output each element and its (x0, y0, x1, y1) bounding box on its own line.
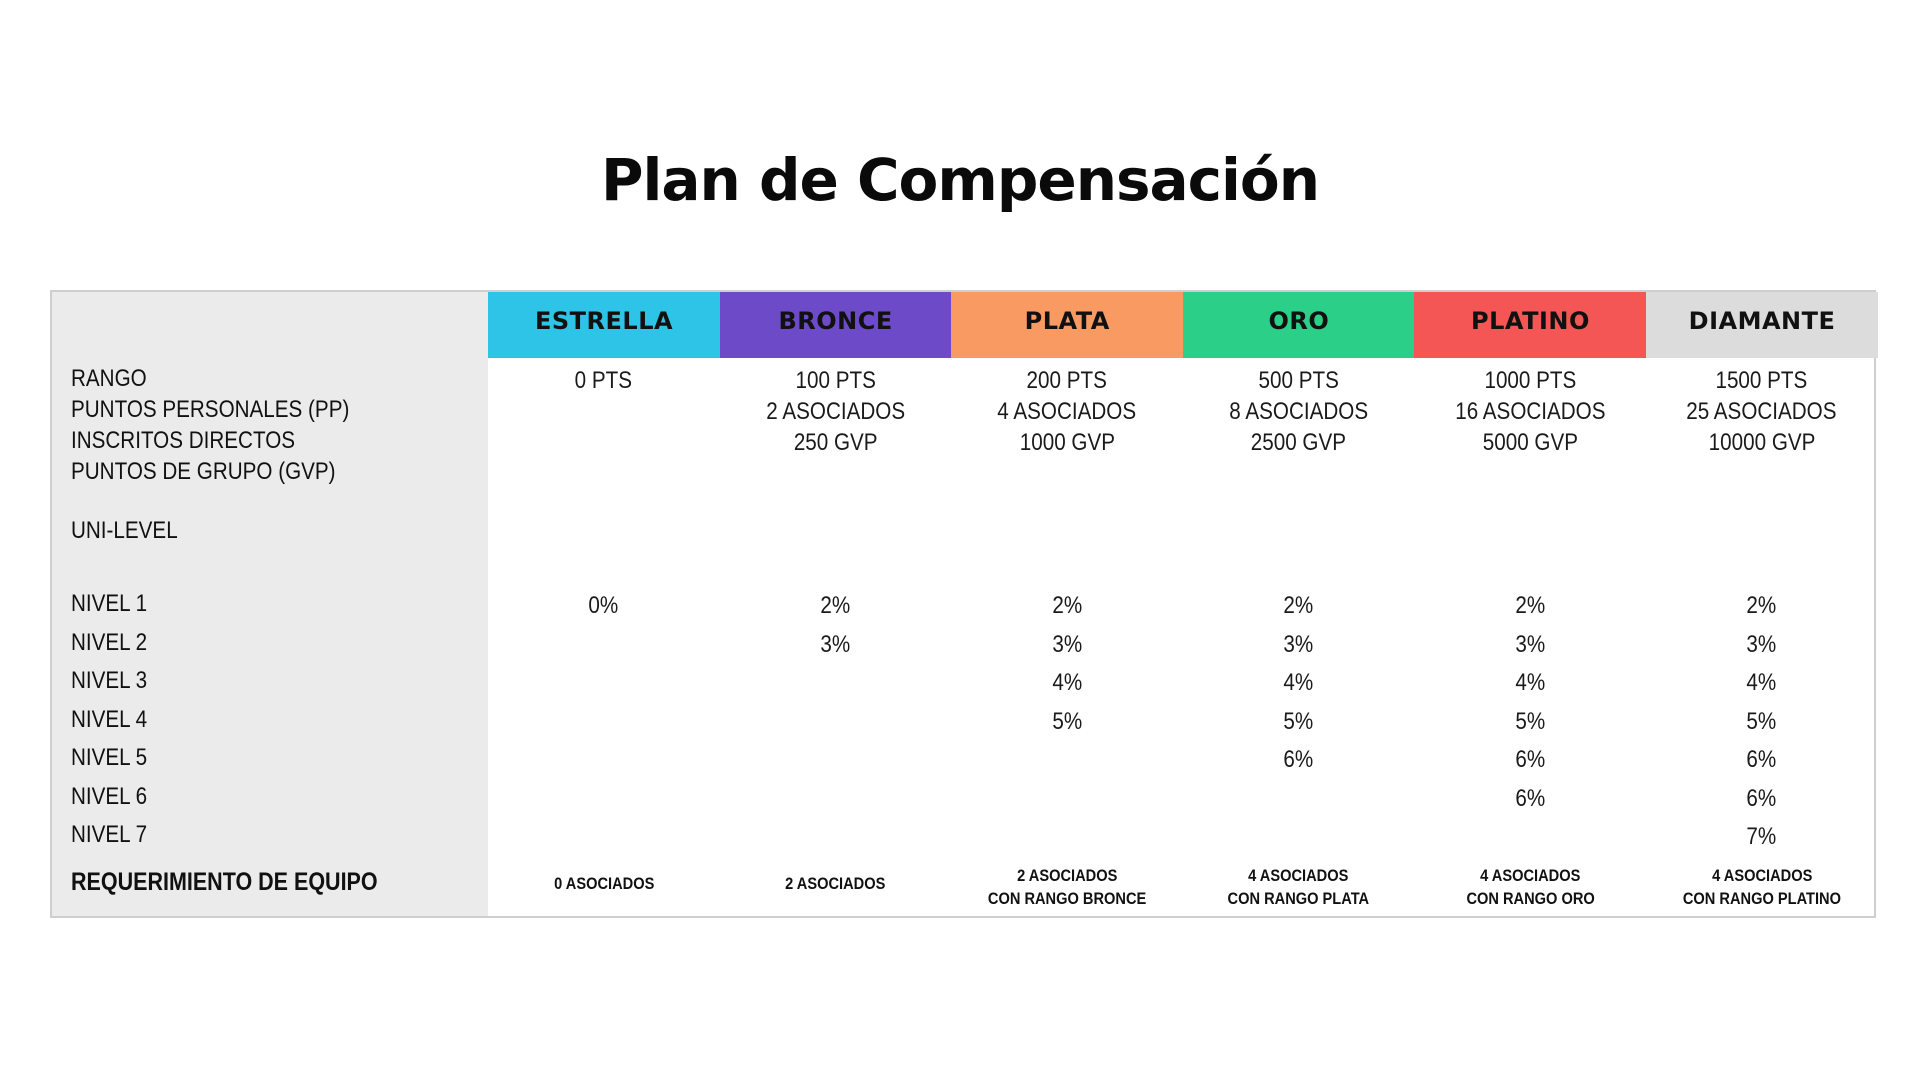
rank-requirement-platino-text: 1000 PTS (1484, 367, 1577, 394)
rank-header-bronce: BRONCE (720, 292, 952, 358)
team-requirement-platino (1414, 864, 1646, 910)
team-requirement-line (1183, 887, 1415, 910)
level-value-platino (1414, 706, 1646, 737)
rank-requirement-plata (951, 396, 1183, 427)
rank-requirement-oro (1183, 365, 1415, 396)
rank-requirement-oro-text: 2500 GVP (1250, 429, 1347, 456)
label-nivel-2: NIVEL 2 (71, 629, 148, 656)
level-value-platino (1414, 667, 1646, 698)
team-requirement-line (1414, 864, 1646, 887)
level-value-bronce-text: 3% (820, 631, 851, 658)
label-uni-level: UNI-LEVEL (71, 517, 178, 544)
level-value-oro-text: 3% (1283, 631, 1314, 658)
team-requirement-line (1646, 887, 1878, 910)
level-value-bronce (720, 629, 952, 660)
team-requirement-line (951, 864, 1183, 887)
label-nivel-1: NIVEL 1 (71, 590, 148, 617)
level-value-plata (951, 667, 1183, 698)
rank-requirement-oro-text: 500 PTS (1258, 367, 1339, 394)
level-value-oro-text: 2% (1283, 592, 1314, 619)
rank-requirement-diamante-text: 1500 PTS (1715, 367, 1808, 394)
rank-requirement-plata-text: 200 PTS (1026, 367, 1108, 394)
level-value-platino-text: 6% (1515, 785, 1546, 812)
level-value-oro (1183, 744, 1415, 775)
rank-requirement-platino-text: 5000 GVP (1482, 429, 1578, 456)
label-nivel-7: NIVEL 7 (71, 821, 148, 848)
level-value-platino-text: 2% (1515, 592, 1546, 619)
label-nivel-4: NIVEL 4 (71, 706, 148, 733)
team-requirement-line (951, 887, 1183, 910)
level-value-diamante-text: 6% (1746, 746, 1777, 773)
level-value-platino-text: 5% (1515, 708, 1546, 735)
rank-requirement-oro-text: 8 ASOCIADOS (1229, 398, 1368, 425)
team-requirement-text: CON RANGO PLATINO (1682, 889, 1841, 908)
rank-requirement-platino (1414, 396, 1646, 427)
label-rango: RANGO (71, 365, 147, 392)
label-column (52, 292, 488, 916)
level-value-diamante (1646, 667, 1878, 698)
level-value-diamante-text: 2% (1746, 592, 1777, 619)
team-requirement-text: CON RANGO PLATA (1227, 889, 1370, 908)
level-value-oro-text: 5% (1283, 708, 1314, 735)
level-value-plata-text: 4% (1052, 669, 1082, 696)
level-value-estrella (488, 590, 720, 621)
rank-requirement-bronce-text: 250 GVP (793, 429, 878, 456)
rank-requirement-plata-text: 1000 GVP (1019, 429, 1115, 456)
rank-requirement-diamante (1646, 396, 1878, 427)
rank-requirement-bronce-text: 100 PTS (795, 367, 876, 394)
label-nivel-6: NIVEL 6 (71, 783, 148, 810)
team-requirement-line (488, 872, 720, 895)
level-value-platino (1414, 744, 1646, 775)
level-value-plata-text: 3% (1052, 631, 1082, 658)
level-value-diamante-text: 3% (1746, 631, 1777, 658)
level-value-plata (951, 590, 1183, 621)
page-title: Plan de Compensación (600, 146, 1320, 214)
team-requirement-line (1414, 887, 1646, 910)
rank-requirement-oro (1183, 427, 1415, 458)
rank-header-diamante: DIAMANTE (1646, 292, 1878, 358)
rank-requirement-bronce (720, 427, 952, 458)
rank-requirement-plata (951, 365, 1183, 396)
rank-header-plata: PLATA (951, 292, 1183, 358)
level-value-estrella-text: 0% (588, 592, 619, 619)
rank-requirement-diamante (1646, 427, 1878, 458)
rank-requirement-bronce-text: 2 ASOCIADOS (765, 398, 905, 425)
team-requirement-estrella (488, 872, 720, 895)
team-requirement-diamante (1646, 864, 1878, 910)
rank-requirement-diamante-text: 10000 GVP (1708, 429, 1816, 456)
rank-header-platino: PLATINO (1414, 292, 1646, 358)
team-requirement-text: CON RANGO BRONCE (987, 889, 1147, 908)
label-nivel-3: NIVEL 3 (71, 667, 148, 694)
label-puntos-de-grupo: PUNTOS DE GRUPO (GVP) (71, 458, 336, 485)
team-requirement-line (720, 872, 952, 895)
level-value-plata-text: 2% (1052, 592, 1082, 619)
rank-requirement-platino (1414, 365, 1646, 396)
level-value-platino (1414, 783, 1646, 814)
level-value-diamante (1646, 744, 1878, 775)
level-value-oro (1183, 590, 1415, 621)
team-requirement-text: 2 ASOCIADOS (1016, 866, 1118, 885)
rank-header-oro: ORO (1183, 292, 1415, 358)
team-requirement-text: 0 ASOCIADOS (553, 874, 654, 893)
label-requerimiento-de-equipo: REQUERIMIENTO DE EQUIPO (71, 868, 378, 896)
level-value-diamante (1646, 821, 1878, 852)
level-value-oro (1183, 629, 1415, 660)
rank-requirement-platino (1414, 427, 1646, 458)
team-requirement-text: 2 ASOCIADOS (785, 874, 886, 893)
rank-requirement-bronce (720, 396, 952, 427)
level-value-diamante-text: 7% (1746, 823, 1777, 850)
level-value-diamante-text: 5% (1746, 708, 1777, 735)
rank-requirement-bronce (720, 365, 952, 396)
team-requirement-text: 4 ASOCIADOS (1480, 866, 1581, 885)
team-requirement-line (1183, 864, 1415, 887)
level-value-diamante-text: 6% (1746, 785, 1777, 812)
level-value-platino (1414, 629, 1646, 660)
level-value-diamante (1646, 706, 1878, 737)
team-requirement-plata (951, 864, 1183, 910)
level-value-platino-text: 4% (1515, 669, 1546, 696)
label-puntos-personales: PUNTOS PERSONALES (PP) (71, 396, 350, 423)
rank-requirement-plata (951, 427, 1183, 458)
team-requirement-line (1646, 864, 1878, 887)
rank-requirement-plata-text: 4 ASOCIADOS (997, 398, 1137, 425)
rank-requirement-estrella-text: 0 PTS (575, 367, 633, 394)
label-nivel-5: NIVEL 5 (71, 744, 148, 771)
rank-requirement-diamante (1646, 365, 1878, 396)
level-value-bronce (720, 590, 952, 621)
level-value-oro-text: 6% (1283, 746, 1314, 773)
level-value-oro (1183, 706, 1415, 737)
level-value-diamante-text: 4% (1746, 669, 1777, 696)
level-value-plata (951, 629, 1183, 660)
compensation-table (50, 290, 1876, 918)
team-requirement-text: CON RANGO ORO (1466, 889, 1595, 908)
rank-requirement-oro (1183, 396, 1415, 427)
rank-requirement-estrella (488, 365, 720, 396)
team-requirement-text: 4 ASOCIADOS (1248, 866, 1349, 885)
level-value-oro (1183, 667, 1415, 698)
team-requirement-text: 4 ASOCIADOS (1711, 866, 1812, 885)
team-requirement-bronce (720, 872, 952, 895)
level-value-plata-text: 5% (1052, 708, 1082, 735)
level-value-diamante (1646, 629, 1878, 660)
level-value-platino (1414, 590, 1646, 621)
level-value-plata (951, 706, 1183, 737)
level-value-oro-text: 4% (1283, 669, 1314, 696)
level-value-platino-text: 3% (1515, 631, 1546, 658)
level-value-platino-text: 6% (1515, 746, 1546, 773)
level-value-bronce-text: 2% (820, 592, 851, 619)
rank-requirement-diamante-text: 25 ASOCIADOS (1686, 398, 1837, 425)
rank-header-estrella: ESTRELLA (488, 292, 720, 358)
rank-requirement-platino-text: 16 ASOCIADOS (1455, 398, 1606, 425)
team-requirement-oro (1183, 864, 1415, 910)
level-value-diamante (1646, 783, 1878, 814)
label-inscritos-directos: INSCRITOS DIRECTOS (71, 427, 296, 454)
level-value-diamante (1646, 590, 1878, 621)
